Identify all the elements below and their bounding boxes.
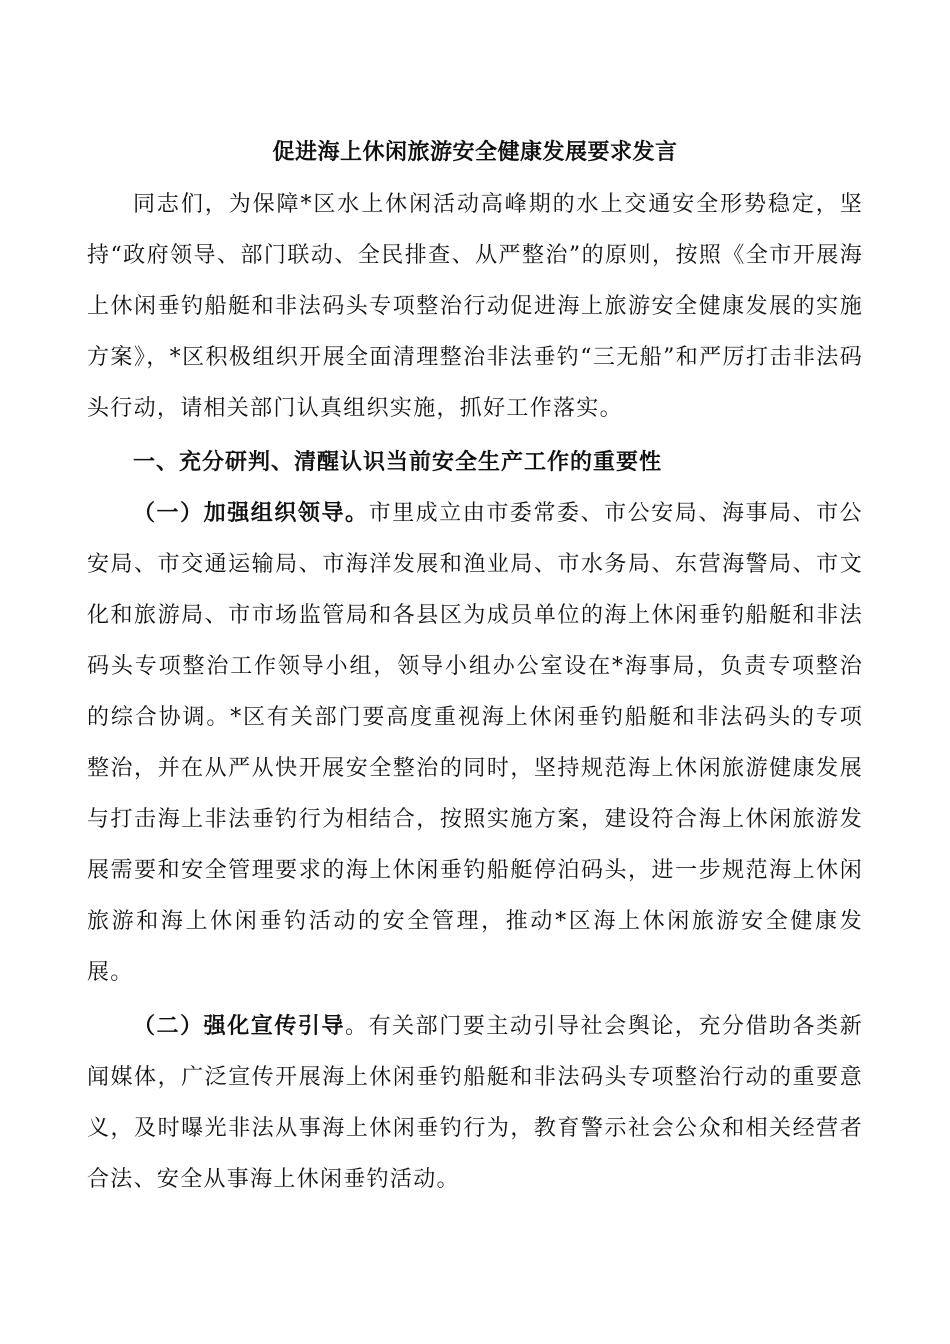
subsection-1-body: 市里成立由市委常委、市公安局、海事局、市公安局、市交通运输局、市海洋发展和渔业局、市水务局、东营海警局、市文化和旅游局、市市场监管局和各县区为成员单位的海上休闲垂钓船艇和非法码头专项整治工作领导小组，领导小组办公室设在*海事局，负责专项整治的综合协调。*区有关部门要高度重视海上休闲垂钓船艇和非法码头的专项整治，并在从严从快开展安全整治的同时，坚持规范海上休闲旅游健康发展与打击海上非法垂钓行为相结合，按照实施方案，建设符合海上休闲旅游发展需要和安全管理要求的海上休闲垂钓船艇停泊码头，进一步规范海上休闲旅游和海上休闲垂钓活动的安全管理，推动*区海上休闲旅游安全健康发展。 [87, 501, 863, 985]
subsection-1-lead: （一）加强组织领导。 [133, 501, 369, 526]
document-title: 促进海上休闲旅游安全健康发展要求发言 [272, 140, 678, 165]
section-heading-1: 一、充分研判、清醒认识当前安全生产工作的重要性 [133, 450, 663, 475]
subsection-2-body: 。有关部门要主动引导社会舆论，充分借助各类新闻媒体，广泛宣传开展海上休闲垂钓船艇和非法码头专项整治行动的重要意义，及时曝光非法从事海上休闲垂钓行为，教育警示社会公众和相关经营者合法、安全从事海上休闲垂钓活动。 [87, 1014, 863, 1192]
intro-paragraph: 同志们，为保障*区水上休闲活动高峰期的水上交通安全形势稳定，坚持“政府领导、部门联动、全民排查、从严整治”的原则，按照《全市开展海上休闲垂钓船艇和非法码头专项整治行动促进海上旅游安全健康发展的实施方案》，*区积极组织开展全面清理整治非法垂钓“三无船”和严厉打击非法码头行动，请相关部门认真组织实施，抓好工作落实。 [87, 192, 863, 421]
subsection-1-paragraph [87, 488, 863, 998]
subsection-2-paragraph [87, 1001, 863, 1205]
subsection-2-lead: （二）强化宣传引导 [133, 1014, 346, 1039]
document-page [87, 127, 863, 1205]
